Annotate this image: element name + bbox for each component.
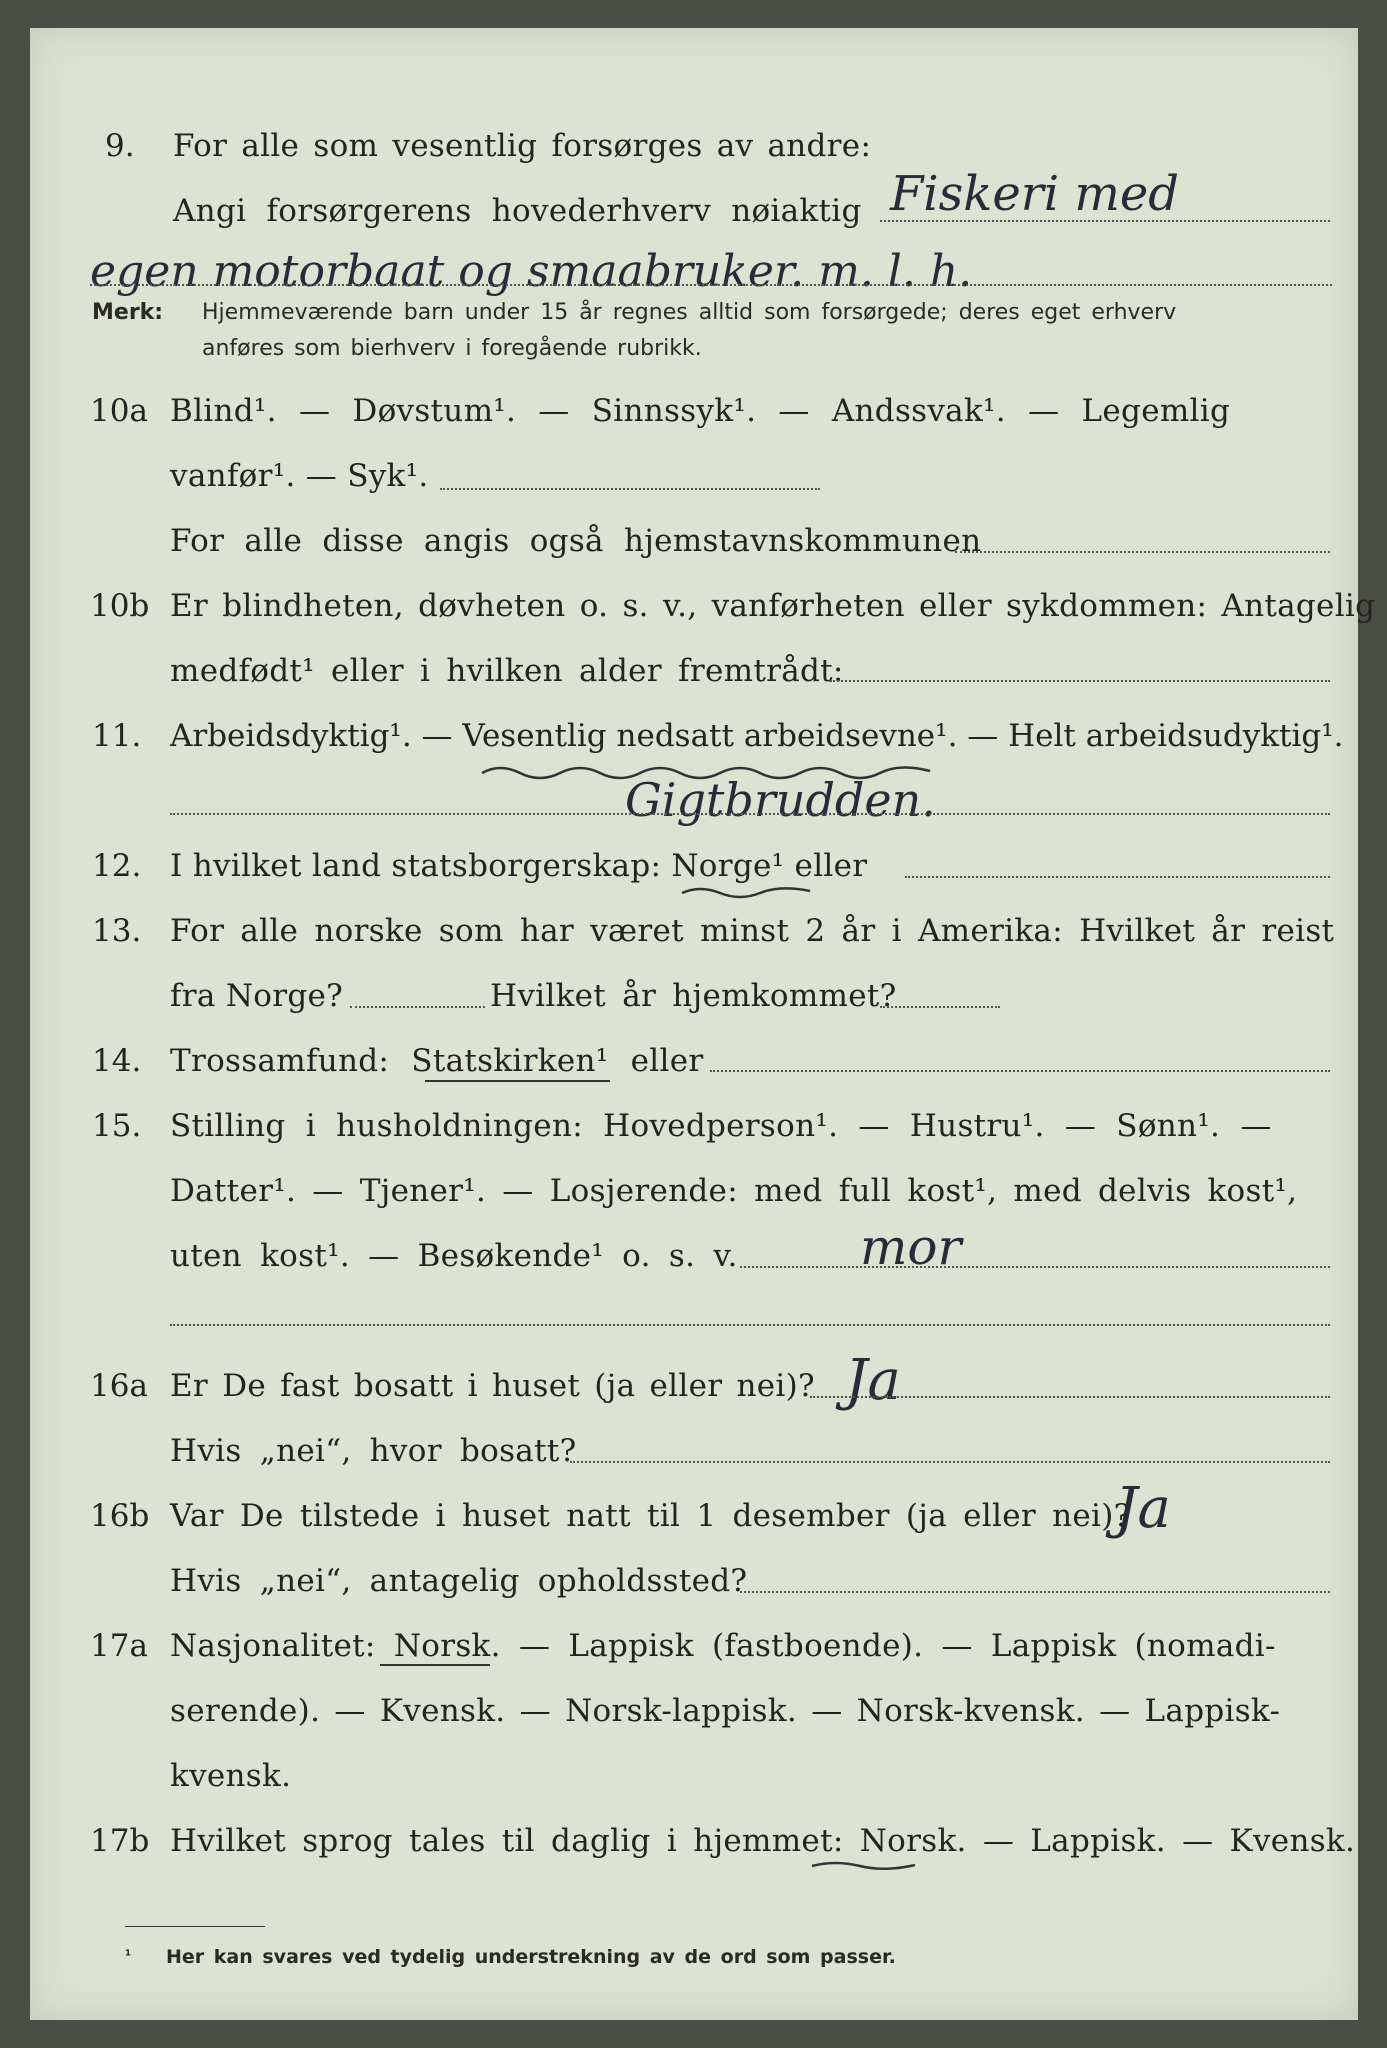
q16b-answer: Ja: [1115, 1476, 1171, 1541]
q10a-sick-line: [440, 488, 820, 490]
q16a-number: 16a: [90, 1368, 148, 1404]
q13-return-line: [880, 1006, 1000, 1008]
q10a-number: 10a: [90, 393, 148, 429]
q15-answer: mor: [860, 1218, 962, 1276]
footnote-mark: ¹: [125, 1948, 132, 1964]
q12-number: 12.: [92, 848, 142, 884]
q15-extra-line: [170, 1324, 1330, 1326]
merk-line2: anføres som bierhverv i foregående rubrikk.: [202, 336, 702, 361]
q13-line2a: fra Norge?: [170, 978, 344, 1014]
q16a-answer-line: [810, 1396, 1330, 1398]
q16b-number: 16b: [90, 1498, 150, 1534]
q10b-line2: medfødt¹ eller i hvilken alder fremtrådt:: [170, 653, 844, 689]
q13-number: 13.: [92, 913, 142, 949]
q9-line1: For alle som vesentlig forsørges av andre:: [173, 128, 872, 164]
q15-answer-line: [740, 1266, 1330, 1268]
q10b-number: 10b: [90, 588, 150, 624]
merk-line1: Hjemmeværende barn under 15 år regnes alltid som forsørgede; deres eget erhverv: [202, 300, 1177, 325]
q10a-municipality-line: [955, 551, 1330, 553]
q11-number: 11.: [92, 718, 142, 754]
q17a-line2: serende). — Kvensk. — Norsk-lappisk. — Norsk-kvensk. — Lappisk-: [170, 1693, 1281, 1729]
q15-line2: Datter¹. — Tjener¹. — Losjerende: med full kost¹, med delvis kost¹,: [170, 1173, 1298, 1209]
q12-answer-line: [905, 876, 1330, 878]
q17a-number: 17a: [90, 1628, 148, 1664]
q11-line1: Arbeidsdyktig¹. — Vesentlig nedsatt arbeidsevne¹. — Helt arbeidsudyktig¹.: [170, 718, 1344, 754]
q11-answer: Gigtbrudden.: [625, 773, 936, 827]
q14-number: 14.: [92, 1043, 142, 1079]
q10a-line1: Blind¹. — Døvstum¹. — Sinnssyk¹. — Andssvak¹. — Legemlig: [170, 393, 1231, 429]
q16b-location-line: [740, 1591, 1330, 1593]
q12-underline-mark: [680, 883, 815, 903]
q16a-line2: Hvis „nei“, hvor bosatt?: [170, 1433, 577, 1469]
q15-line1: Stilling i husholdningen: Hovedperson¹. — Hustru¹. — Sønn¹. —: [170, 1108, 1272, 1144]
q14-answer-line: [710, 1070, 1330, 1072]
q12-line1: I hvilket land statsborgerskap: Norge¹ eller: [170, 848, 868, 884]
q17a-line3: kvensk.: [170, 1758, 292, 1794]
q13-line1: For alle norske som har været minst 2 år i Amerika: Hvilket år reist: [170, 913, 1335, 949]
q9-answer-part2: egen motorbaat og smaabruker. m. l. h.: [90, 246, 973, 297]
q14-line1: Trossamfund: Statskirken¹ eller: [170, 1043, 704, 1079]
q17b-number: 17b: [90, 1823, 150, 1859]
q9-answer-line2: [90, 284, 1332, 286]
q13-line2b: Hvilket år hjemkommet?: [490, 978, 897, 1014]
footnote-text: Her kan svares ved tydelig understrekning av de ord som passer.: [166, 1946, 896, 1968]
census-form-page: [30, 28, 1376, 2020]
q13-left-line: [350, 1006, 485, 1008]
q10a-line3: For alle disse angis også hjemstavnskommunen: [170, 523, 982, 559]
q16a-line1: Er De fast bosatt i huset (ja eller nei)?: [170, 1368, 815, 1404]
q9-number: 9.: [105, 128, 135, 164]
q9-answer-part1: Fiskeri med: [890, 166, 1179, 222]
q10a-line2: vanfør¹. — Syk¹.: [170, 458, 429, 494]
q14-underline: [425, 1080, 610, 1082]
merk-label: Merk:: [92, 300, 164, 325]
q10b-line1: Er blindheten, døvheten o. s. v., vanførheten eller sykdommen: Antagelig: [170, 588, 1376, 624]
q17b-underline-mark: [810, 1858, 920, 1876]
q17a-line1: Nasjonalitet: Norsk. — Lappisk (fastboende). — Lappisk (nomadi-: [170, 1628, 1276, 1664]
q11-answer-line: [170, 813, 1330, 815]
q10b-answer-line: [830, 680, 1330, 682]
q15-line3: uten kost¹. — Besøkende¹ o. s. v.: [170, 1238, 738, 1274]
q16a-answer: Ja: [845, 1348, 901, 1413]
q16a-where-line: [570, 1461, 1330, 1463]
q16b-line2: Hvis „nei“, antagelig opholdssted?: [170, 1563, 748, 1599]
q17b-line1: Hvilket sprog tales til daglig i hjemmet: Norsk. — Lappisk. — Kvensk.: [170, 1823, 1356, 1859]
q15-number: 15.: [92, 1108, 142, 1144]
q9-line2: Angi forsørgerens hovederhverv nøiaktig: [173, 193, 862, 229]
q17a-underline: [380, 1664, 490, 1666]
footnote-rule: [125, 1926, 265, 1927]
q9-answer-line1: [880, 220, 1330, 222]
q16b-line1: Var De tilstede i huset natt til 1 desember (ja eller nei)?: [170, 1498, 1131, 1534]
